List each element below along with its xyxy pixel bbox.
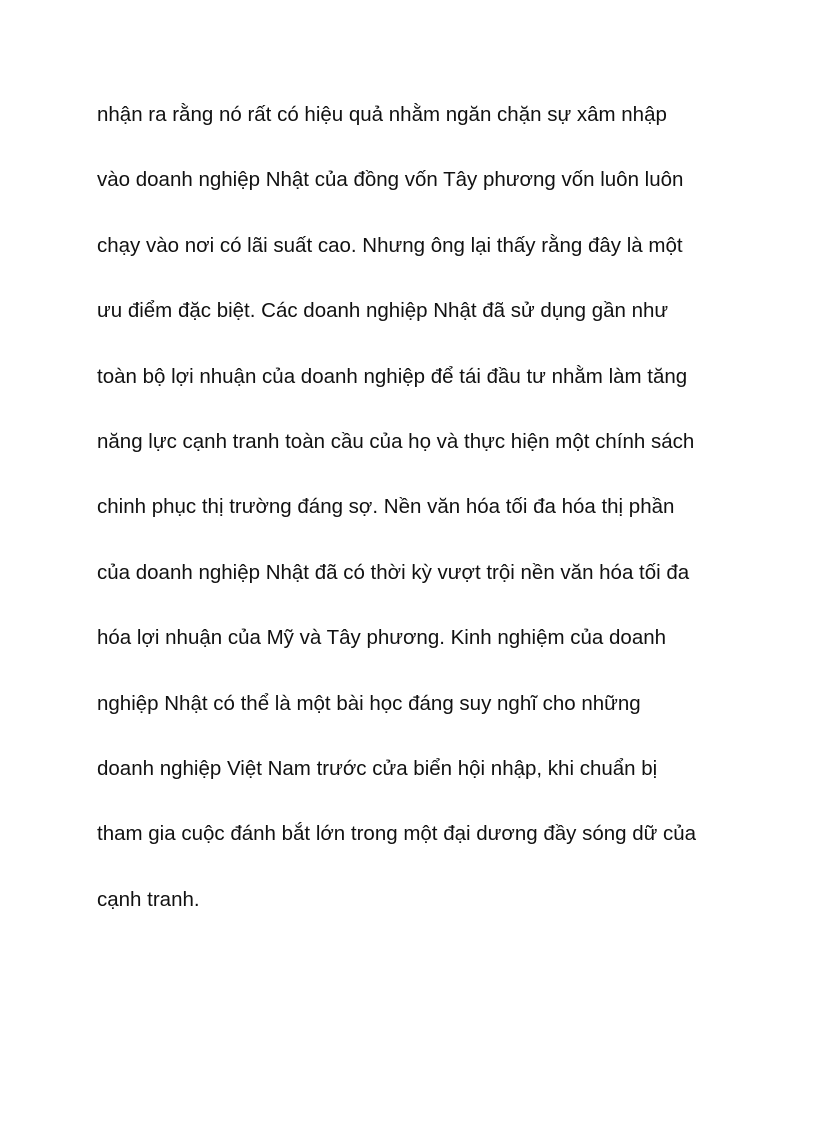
text-line: tham gia cuộc đánh bắt lớn trong một đại dương đầy sóng dữ của — [97, 822, 697, 846]
text-line: doanh nghiệp Việt Nam trước cửa biển hội nhập, khi chuẩn bị — [97, 756, 658, 780]
text-line: cạnh tranh. — [97, 887, 200, 911]
text-line: hóa lợi nhuận của Mỹ và Tây phương. Kinh nghiệm của doanh — [97, 626, 667, 650]
text-line: năng lực cạnh tranh toàn cầu của họ và thực hiện một chính sách — [97, 429, 695, 453]
text-line: vào doanh nghiệp Nhật của đồng vốn Tây phương vốn luôn luôn — [97, 168, 684, 192]
text-line: của doanh nghiệp Nhật đã có thời kỳ vượt trội nền văn hóa tối đa — [97, 560, 690, 584]
body-paragraph — [97, 97, 737, 947]
text-line: ưu điểm đặc biệt. Các doanh nghiệp Nhật đã sử dụng gần như — [97, 299, 669, 323]
text-line: nhận ra rằng nó rất có hiệu quả nhằm ngăn chặn sự xâm nhập — [97, 103, 667, 126]
text-line: toàn bộ lợi nhuận của doanh nghiệp để tái đầu tư nhằm làm tăng — [97, 364, 688, 388]
text-line: nghiệp Nhật có thể là một bài học đáng suy nghĩ cho những — [97, 691, 641, 715]
text-line: chạy vào nơi có lãi suất cao. Nhưng ông lại thấy rằng đây là một — [97, 233, 683, 257]
text-line: chinh phục thị trường đáng sợ. Nền văn hóa tối đa hóa thị phần — [97, 495, 675, 519]
